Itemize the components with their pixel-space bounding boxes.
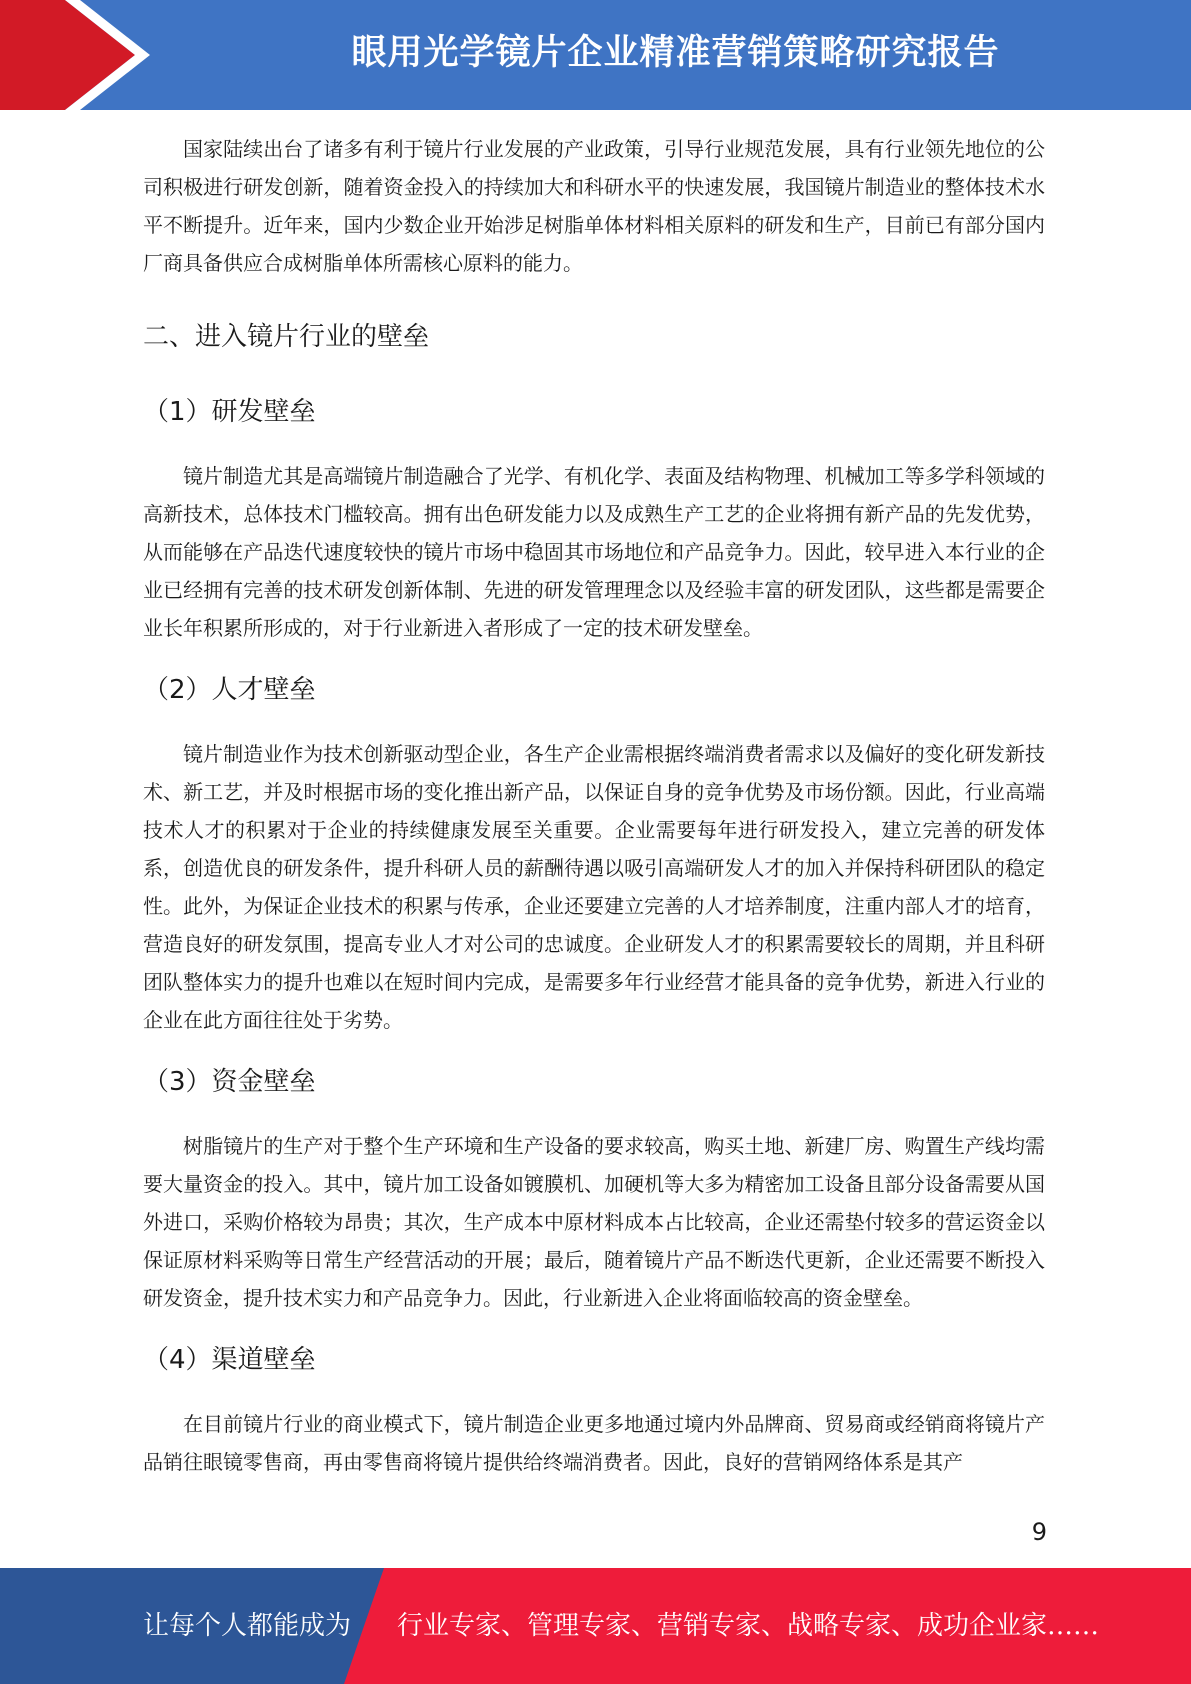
header-red-chevron	[0, 0, 135, 110]
subsection-heading-rd: （1）研发壁垒	[143, 397, 316, 427]
footer-slogan-left: 让每个人都能成为	[143, 1611, 352, 1641]
page-number: 9	[1031, 1518, 1047, 1546]
paragraph-talent: 镜片制造业作为技术创新驱动型企业，各生产企业需根据终端消费者需求以及偏好的变化研发新技术、新工艺，并及时根据市场的变化推出新产品，以保证自身的竞争优势及市场份额。因此，行业高端技术人才的积累对于企业的持续健康发展至关重要。企业需要每年进行研发投入，建立完善的研发体系，创造优良的研发条件，提升科研人员的薪酬待遇以吸引高端研发人才的加入并保持科研团队的稳定性。此外，为保证企业技术的积累与传承，企业还要建立完善的人才培养制度，注重内部人才的培育，营造良好的研发氛围，提高专业人才对公司的忠诚度。企业研发人才的积累需要较长的周期，并且科研团队整体实力的提升也难以在短时间内完成，是需要多年行业经营才能具备的竞争优势，新进入行业的企业在此方面往往处于劣势。	[143, 742, 1045, 1032]
report-title: 眼用光学镜片企业精准营销策略研究报告	[351, 33, 1000, 73]
subsection-heading-channel: （4）渠道壁垒	[143, 1345, 316, 1375]
paragraph-channel: 在目前镜片行业的商业模式下，镜片制造企业更多地通过境内外品牌商、贸易商或经销商将镜片产品销往眼镜零售商，再由零售商将镜片提供给终端消费者。因此，良好的营销网络体系是其产	[143, 1412, 1045, 1474]
page-footer	[0, 1568, 1191, 1684]
paragraph-capital: 树脂镜片的生产对于整个生产环境和生产设备的要求较高，购买土地、新建厂房、购置生产线均需要大量资金的投入。其中，镜片加工设备如镀膜机、加硬机等大多为精密加工设备且部分设备需要从国外进口，采购价格较为昂贵；其次，生产成本中原材料成本占比较高，企业还需垫付较多的营运资金以保证原材料采购等日常生产经营活动的开展；最后，随着镜片产品不断迭代更新，企业还需要不断投入研发资金，提升技术实力和产品竞争力。因此，行业新进入企业将面临较高的资金壁垒。	[143, 1134, 1045, 1310]
subsection-heading-capital: （3）资金壁垒	[143, 1067, 316, 1097]
page-content	[143, 130, 1045, 1481]
footer-slogan-right: 行业专家、管理专家、营销专家、战略专家、成功企业家……	[397, 1611, 1100, 1641]
paragraph-rd: 镜片制造尤其是高端镜片制造融合了光学、有机化学、表面及结构物理、机械加工等多学科领域的高新技术，总体技术门槛较高。拥有出色研发能力以及成熟生产工艺的企业将拥有新产品的先发优势，从而能够在产品迭代速度较快的镜片市场中稳固其市场地位和产品竞争力。因此，较早进入本行业的企业已经拥有完善的技术研发创新体制、先进的研发管理理念以及经验丰富的研发团队，这些都是需要企业长年积累所形成的，对于行业新进入者形成了一定的技术研发壁垒。	[143, 464, 1045, 640]
section-heading: 二、进入镜片行业的壁垒	[143, 322, 430, 352]
intro-paragraph: 国家陆续出台了诸多有利于镜片行业发展的产业政策，引导行业规范发展，具有行业领先地位的公司积极进行研发创新，随着资金投入的持续加大和科研水平的快速发展，我国镜片制造业的整体技术水平不断提升。近年来，国内少数企业开始涉足树脂单体材料相关原料的研发和生产，目前已有部分国内厂商具备供应合成树脂单体所需核心原料的能力。	[143, 137, 1045, 275]
page-header	[0, 0, 1191, 110]
subsection-heading-talent: （2）人才壁垒	[143, 675, 316, 705]
